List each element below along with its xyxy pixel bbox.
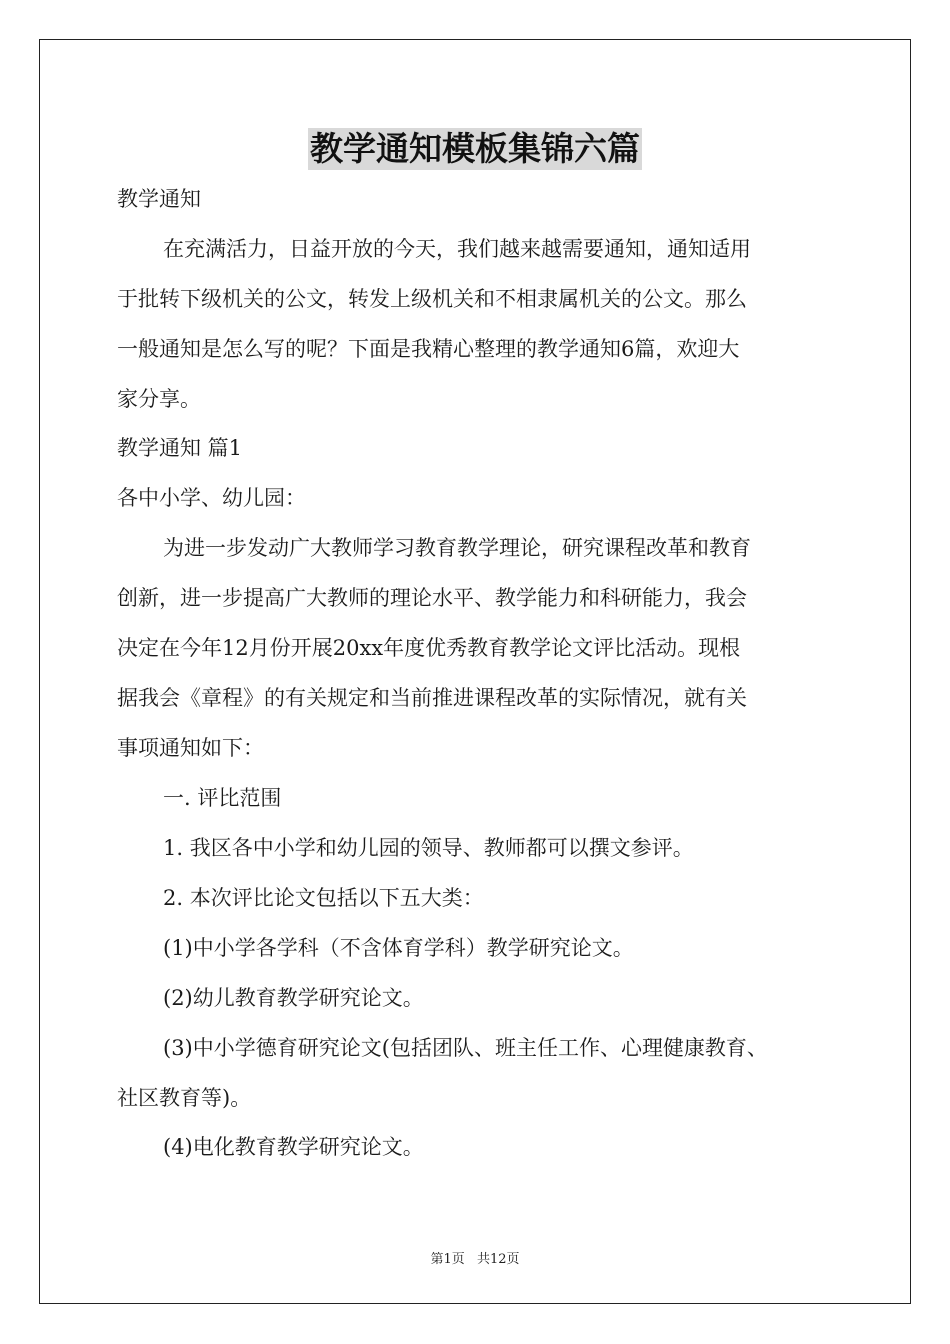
title-area <box>0 128 950 170</box>
paragraph-line: 一般通知是怎么写的呢？下面是我精心整理的教学通知6篇，欢迎大 <box>117 337 740 361</box>
paragraph-line: 事项通知如下： <box>117 736 264 760</box>
page-total: 共12页 <box>476 1252 520 1267</box>
page-border <box>39 39 911 1304</box>
list-heading: 一. 评比范围 <box>163 786 282 810</box>
paragraph-line: 于批转下级机关的公文，转发上级机关和不相隶属机关的公文。那么 <box>117 287 747 311</box>
list-item: 1. 我区各中小学和幼儿园的领导、教师都可以撰文参评。 <box>163 836 694 860</box>
paragraph-line: 决定在今年12月份开展20xx年度优秀教育教学论文评比活动。现根 <box>117 636 741 660</box>
paragraph-line: 为进一步发动广大教师学习教育教学理论，研究课程改革和教育 <box>163 536 751 560</box>
paragraph-line: 在充满活力，日益开放的今天，我们越来越需要通知，通知适用 <box>163 237 751 261</box>
list-item: (4)电化教育教学研究论文。 <box>163 1135 424 1159</box>
salutation: 各中小学、幼儿园： <box>117 486 306 510</box>
list-item: (1)中小学各学科（不含体育学科）教学研究论文。 <box>163 936 634 960</box>
list-item: (3)中小学德育研究论文(包括团队、班主任工作、心理健康教育、 <box>163 1036 768 1060</box>
page-number: 第1页 <box>430 1252 465 1267</box>
paragraph-line: 据我会《章程》的有关规定和当前推进课程改革的实际情况，就有关 <box>117 686 747 710</box>
section-heading: 教学通知 <box>117 187 201 211</box>
paragraph-line: 创新，进一步提高广大教师的理论水平、教学能力和科研能力，我会 <box>117 586 747 610</box>
paragraph-line: 家分享。 <box>117 387 201 411</box>
page-footer <box>0 1248 950 1267</box>
list-item: 2. 本次评比论文包括以下五大类： <box>163 886 484 910</box>
list-item: 社区教育等)。 <box>117 1086 252 1110</box>
document-title: 教学通知模板集锦六篇 <box>310 129 640 168</box>
list-item: (2)幼儿教育教学研究论文。 <box>163 986 424 1010</box>
section-heading: 教学通知 篇1 <box>117 436 243 460</box>
